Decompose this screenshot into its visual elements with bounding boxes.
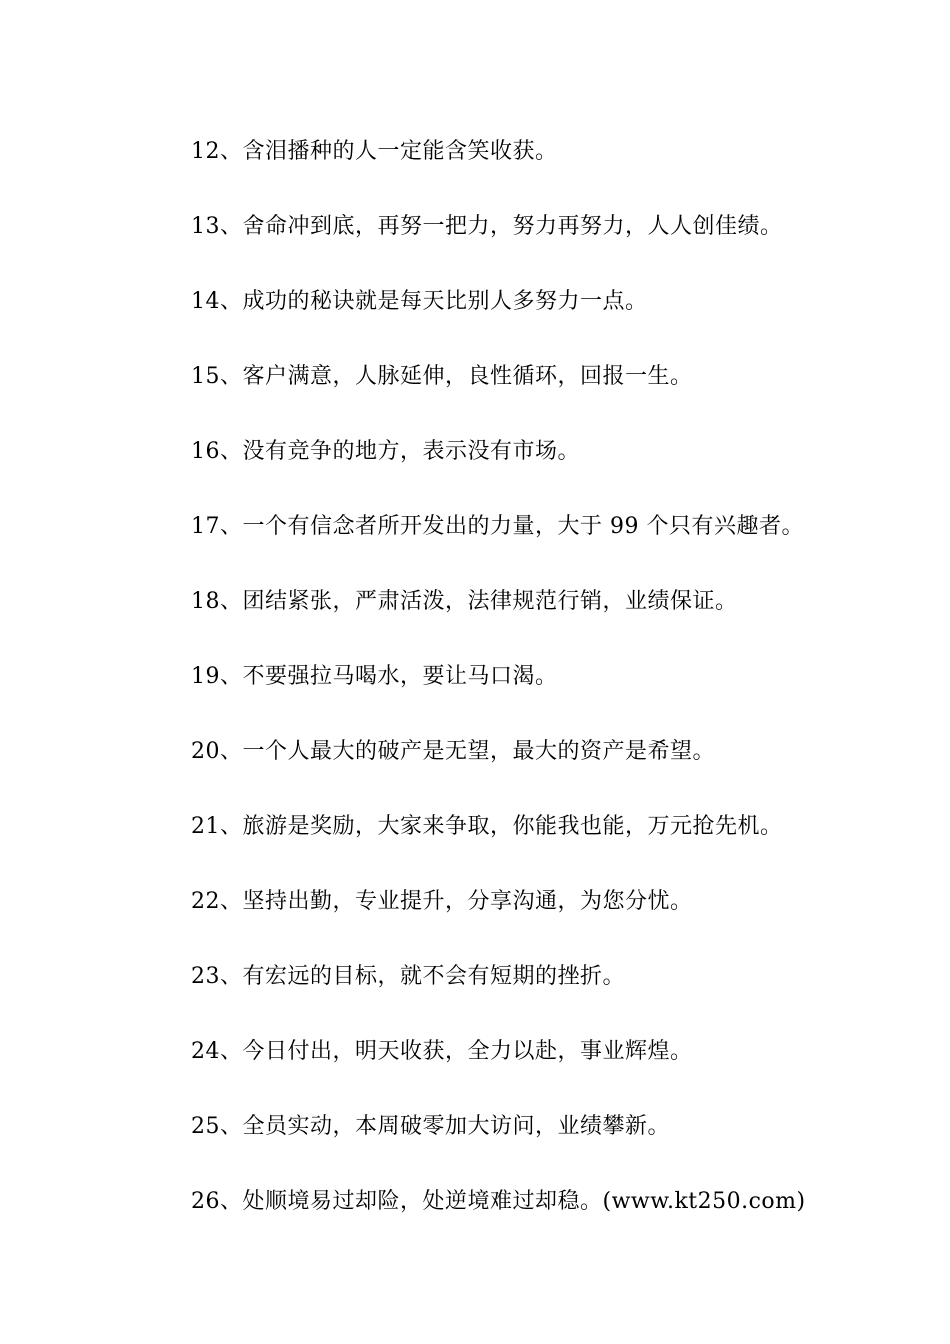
quote-line-19: 19、不要强拉马喝水，要让马口渴。 bbox=[191, 664, 558, 689]
quote-line-21: 21、旅游是奖励，大家来争取，你能我也能，万元抢先机。 bbox=[191, 814, 783, 839]
quote-line-26: 26、处顺境易过却险，处逆境难过却稳。(www.kt250.com) bbox=[191, 1189, 806, 1214]
quote-line-24: 24、今日付出，明天收获，全力以赴，事业辉煌。 bbox=[191, 1039, 693, 1064]
quote-line-16: 16、没有竞争的地方，表示没有市场。 bbox=[191, 439, 580, 464]
quote-line-14: 14、成功的秘诀就是每天比别人多努力一点。 bbox=[191, 289, 648, 314]
quote-line-12: 12、含泪播种的人一定能含笑收获。 bbox=[191, 139, 558, 164]
quote-line-20: 20、一个人最大的破产是无望，最大的资产是希望。 bbox=[191, 739, 715, 764]
quote-line-23: 23、有宏远的目标，就不会有短期的挫折。 bbox=[191, 964, 625, 989]
quote-line-18: 18、团结紧张，严肃活泼，法律规范行销，业绩保证。 bbox=[191, 589, 738, 614]
quote-list bbox=[191, 133, 931, 1258]
quote-line-25: 25、全员实动，本周破零加大访问，业绩攀新。 bbox=[191, 1114, 670, 1139]
quote-line-15: 15、客户满意，人脉延伸，良性循环，回报一生。 bbox=[191, 364, 693, 389]
quote-line-13: 13、舍命冲到底，再努一把力，努力再努力，人人创佳绩。 bbox=[191, 214, 783, 239]
quote-line-22: 22、坚持出勤，专业提升，分享沟通，为您分忧。 bbox=[191, 889, 693, 914]
quote-line-17: 17、一个有信念者所开发出的力量，大于 99 个只有兴趣者。 bbox=[191, 514, 804, 539]
